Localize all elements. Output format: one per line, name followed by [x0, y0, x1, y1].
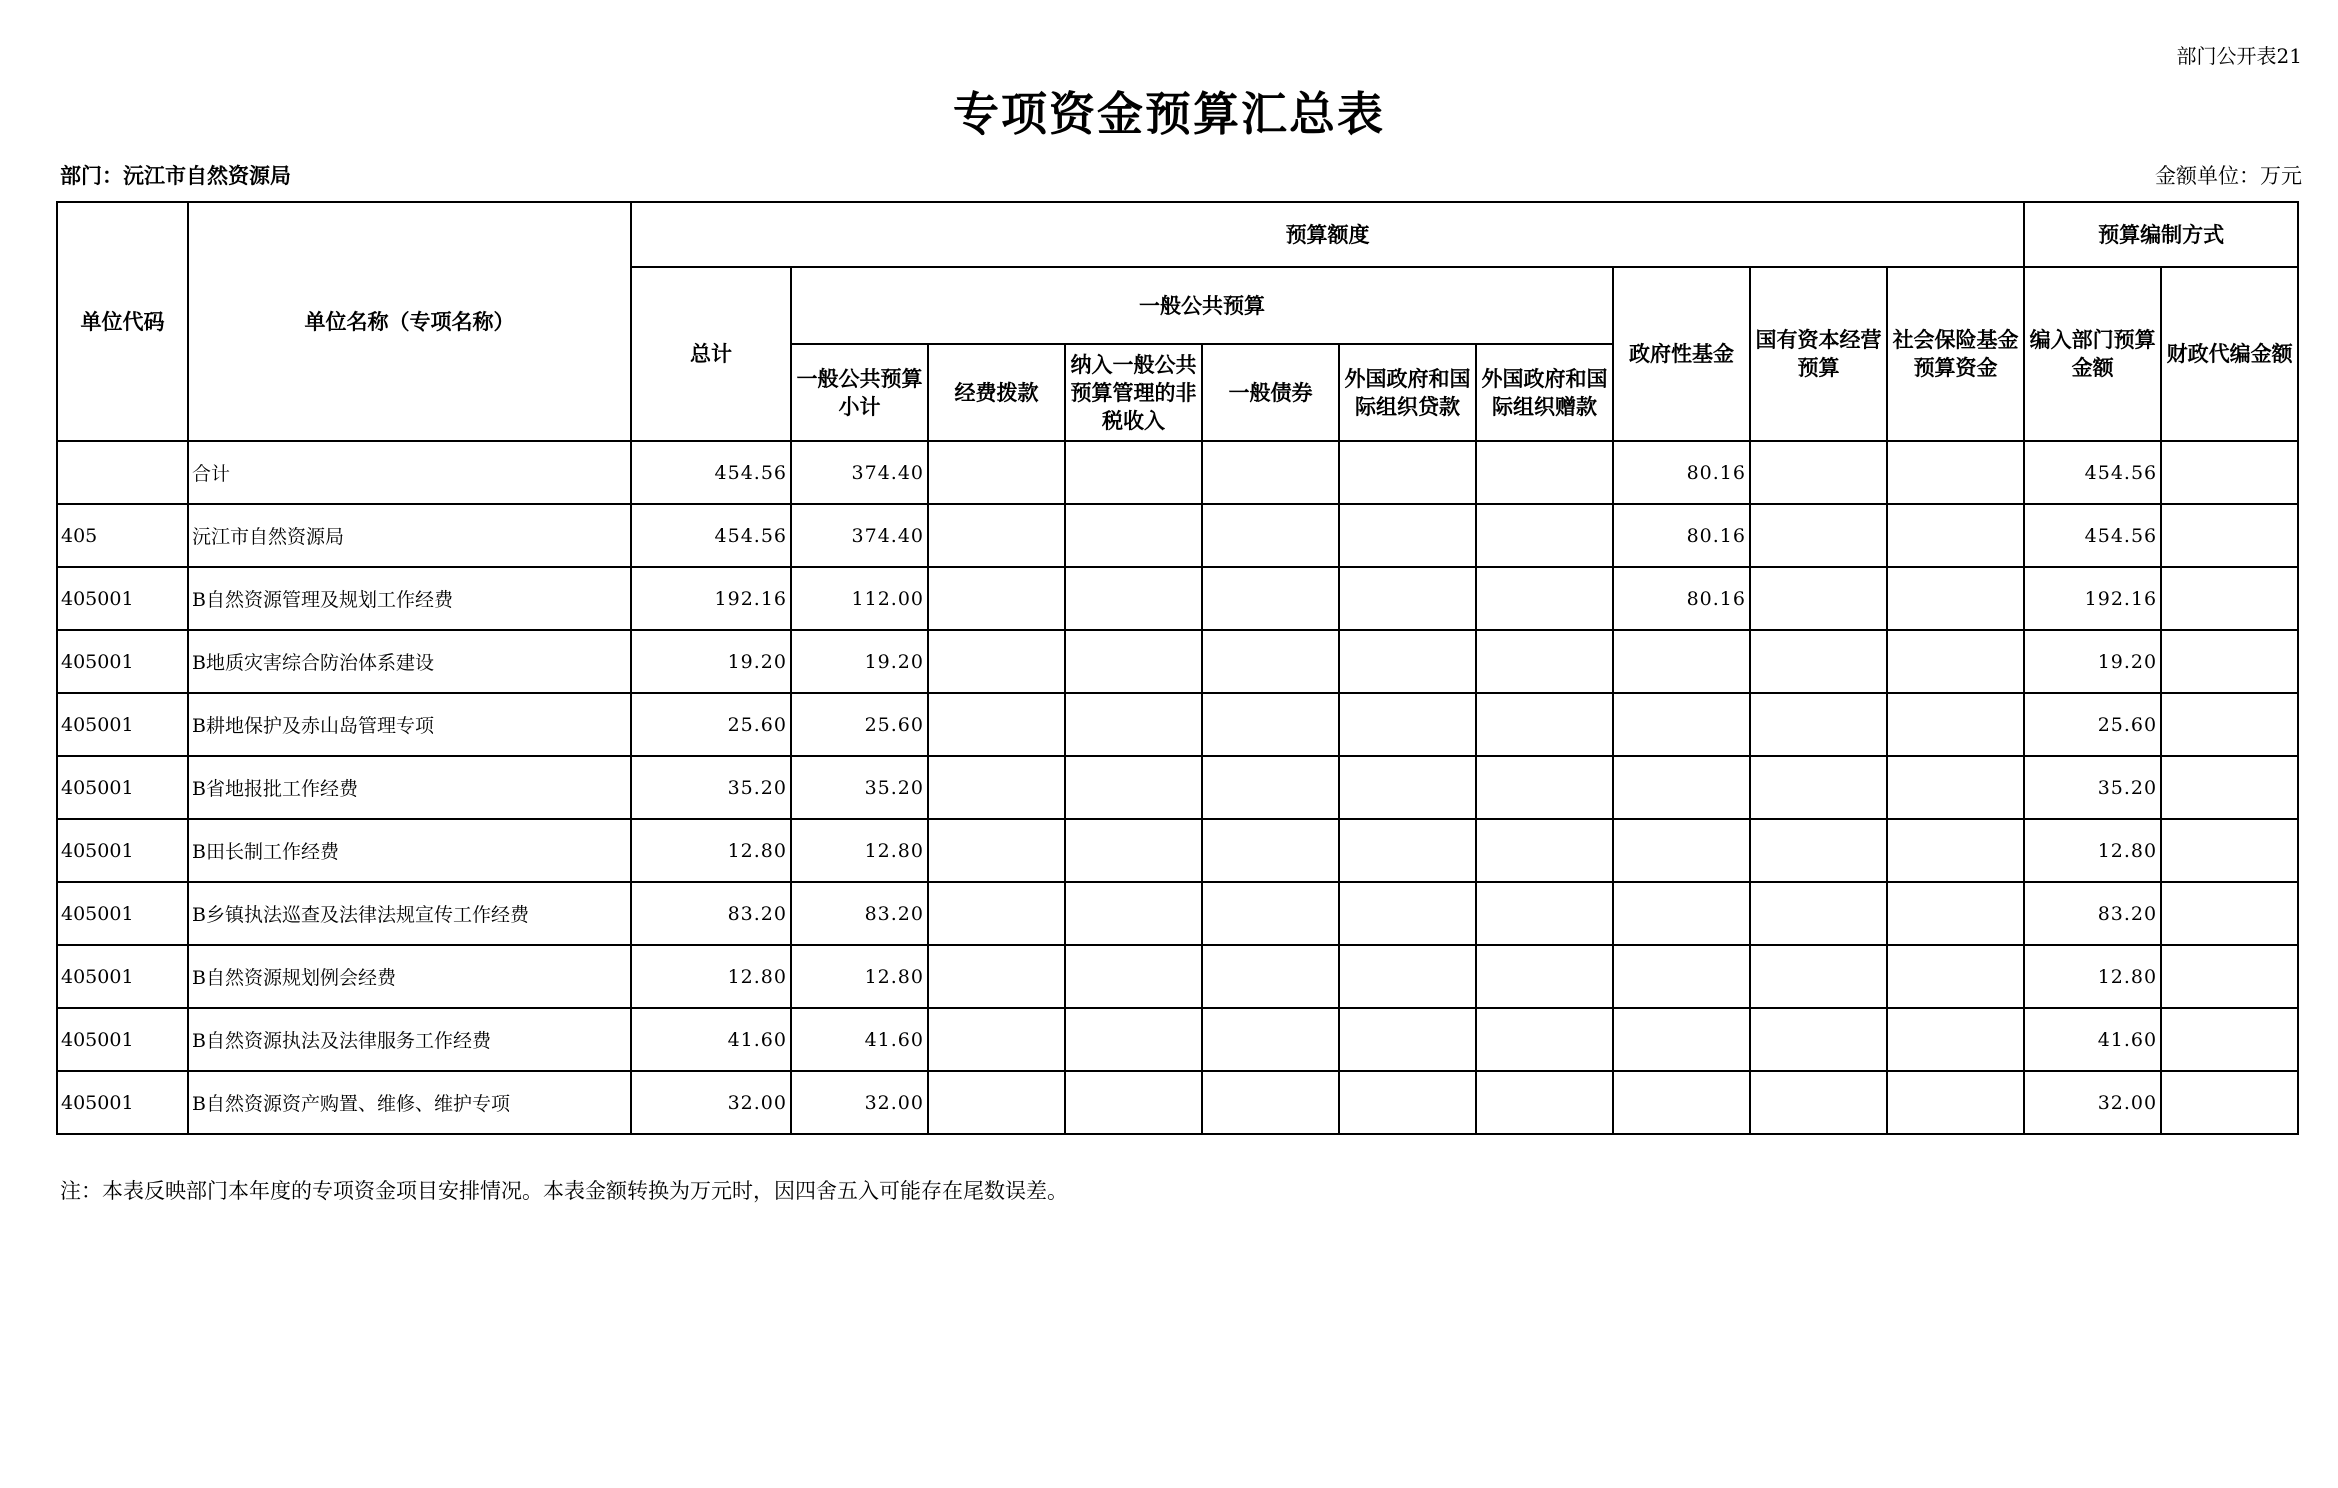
header-foreign-grants: 外国政府和国际组织赠款 [1476, 344, 1613, 441]
header-funding-allocation: 经费拨款 [928, 344, 1065, 441]
form-number: 部门公开表21 [2176, 44, 2302, 68]
row-state-capital [1750, 693, 1887, 756]
row-gp-subtotal: 374.40 [791, 441, 928, 504]
row-unit-name: B地质灾害综合防治体系建设 [188, 630, 631, 693]
row-funding [928, 1008, 1065, 1071]
table-row [57, 756, 2298, 819]
header-gp-subtotal: 一般公共预算小计 [791, 344, 928, 441]
page-title: 专项资金预算汇总表 [953, 87, 1385, 141]
row-loans [1339, 630, 1476, 693]
row-unit-name: 合计 [188, 441, 631, 504]
row-non-tax [1065, 441, 1202, 504]
row-grants [1476, 1008, 1613, 1071]
row-loans [1339, 1008, 1476, 1071]
table-row [57, 819, 2298, 882]
row-gov-fund [1613, 756, 1750, 819]
row-fiscal-agency [2161, 756, 2298, 819]
row-loans [1339, 945, 1476, 1008]
row-bonds [1202, 441, 1339, 504]
row-fiscal-agency [2161, 441, 2298, 504]
row-unit-code [57, 441, 188, 504]
row-funding [928, 1071, 1065, 1134]
row-unit-name: B田长制工作经费 [188, 819, 631, 882]
row-fiscal-agency [2161, 567, 2298, 630]
row-state-capital [1750, 819, 1887, 882]
row-total: 25.60 [631, 693, 791, 756]
row-non-tax [1065, 567, 1202, 630]
row-unit-name: B自然资源规划例会经费 [188, 945, 631, 1008]
row-funding [928, 756, 1065, 819]
row-loans [1339, 693, 1476, 756]
row-bonds [1202, 945, 1339, 1008]
row-unit-name: B自然资源管理及规划工作经费 [188, 567, 631, 630]
row-non-tax [1065, 945, 1202, 1008]
row-gp-subtotal: 19.20 [791, 630, 928, 693]
row-dept-budget: 83.20 [2024, 882, 2161, 945]
row-grants [1476, 630, 1613, 693]
row-social [1887, 819, 2024, 882]
row-non-tax [1065, 630, 1202, 693]
row-gp-subtotal: 374.40 [791, 504, 928, 567]
row-funding [928, 819, 1065, 882]
row-funding [928, 693, 1065, 756]
header-dept-budget: 编入部门预算金额 [2024, 267, 2161, 441]
table-row [57, 504, 2298, 567]
footnote: 注：本表反映部门本年度的专项资金项目安排情况。本表金额转换为万元时，因四舍五入可能存在尾数误差。 [60, 1179, 1068, 1203]
row-funding [928, 567, 1065, 630]
row-total: 192.16 [631, 567, 791, 630]
row-total: 41.60 [631, 1008, 791, 1071]
row-state-capital [1750, 441, 1887, 504]
row-unit-name: B省地报批工作经费 [188, 756, 631, 819]
row-social [1887, 1071, 2024, 1134]
row-dept-budget: 32.00 [2024, 1071, 2161, 1134]
row-non-tax [1065, 882, 1202, 945]
row-non-tax [1065, 819, 1202, 882]
row-non-tax [1065, 1071, 1202, 1134]
row-total: 35.20 [631, 756, 791, 819]
header-gov-fund: 政府性基金 [1613, 267, 1750, 441]
department-label: 部门：沅江市自然资源局 [60, 164, 291, 188]
row-total: 12.80 [631, 819, 791, 882]
row-gp-subtotal: 35.20 [791, 756, 928, 819]
table-row [57, 1071, 2298, 1134]
special-fund-budget-table [56, 201, 2299, 1135]
header-social-insurance: 社会保险基金预算资金 [1887, 267, 2024, 441]
row-funding [928, 630, 1065, 693]
row-social [1887, 693, 2024, 756]
header-fiscal-agency: 财政代编金额 [2161, 267, 2298, 441]
row-unit-code: 405001 [57, 1071, 188, 1134]
row-gp-subtotal: 12.80 [791, 819, 928, 882]
row-grants [1476, 441, 1613, 504]
header-unit-code: 单位代码 [57, 202, 188, 441]
row-unit-code: 405001 [57, 882, 188, 945]
row-total: 12.80 [631, 945, 791, 1008]
header-general-bonds: 一般债券 [1202, 344, 1339, 441]
row-dept-budget: 19.20 [2024, 630, 2161, 693]
row-loans [1339, 567, 1476, 630]
row-fiscal-agency [2161, 945, 2298, 1008]
row-state-capital [1750, 630, 1887, 693]
row-gov-fund: 80.16 [1613, 441, 1750, 504]
row-bonds [1202, 1008, 1339, 1071]
row-gp-subtotal: 41.60 [791, 1008, 928, 1071]
row-gov-fund [1613, 1008, 1750, 1071]
row-dept-budget: 192.16 [2024, 567, 2161, 630]
row-dept-budget: 454.56 [2024, 504, 2161, 567]
row-social [1887, 441, 2024, 504]
row-funding [928, 945, 1065, 1008]
table-row [57, 945, 2298, 1008]
row-dept-budget: 35.20 [2024, 756, 2161, 819]
row-gov-fund [1613, 1071, 1750, 1134]
row-funding [928, 882, 1065, 945]
row-bonds [1202, 567, 1339, 630]
row-total: 454.56 [631, 441, 791, 504]
row-gov-fund [1613, 945, 1750, 1008]
row-state-capital [1750, 1071, 1887, 1134]
row-gp-subtotal: 83.20 [791, 882, 928, 945]
row-unit-code: 405001 [57, 693, 188, 756]
row-bonds [1202, 504, 1339, 567]
row-loans [1339, 441, 1476, 504]
row-gov-fund [1613, 819, 1750, 882]
row-social [1887, 504, 2024, 567]
row-fiscal-agency [2161, 693, 2298, 756]
table-row [57, 630, 2298, 693]
header-budget-method: 预算编制方式 [2024, 202, 2298, 267]
table-row [57, 1008, 2298, 1071]
row-total: 32.00 [631, 1071, 791, 1134]
row-loans [1339, 504, 1476, 567]
row-social [1887, 567, 2024, 630]
row-unit-name: 沅江市自然资源局 [188, 504, 631, 567]
row-unit-name: B耕地保护及赤山岛管理专项 [188, 693, 631, 756]
row-non-tax [1065, 693, 1202, 756]
row-social [1887, 756, 2024, 819]
row-unit-code: 405001 [57, 567, 188, 630]
table-row [57, 441, 2298, 504]
row-social [1887, 882, 2024, 945]
row-unit-name: B自然资源资产购置、维修、维护专项 [188, 1071, 631, 1134]
table-row [57, 882, 2298, 945]
row-social [1887, 630, 2024, 693]
row-dept-budget: 12.80 [2024, 819, 2161, 882]
row-grants [1476, 504, 1613, 567]
row-bonds [1202, 1071, 1339, 1134]
row-grants [1476, 945, 1613, 1008]
row-gov-fund [1613, 882, 1750, 945]
row-fiscal-agency [2161, 630, 2298, 693]
row-bonds [1202, 693, 1339, 756]
row-funding [928, 441, 1065, 504]
amount-unit-label: 金额单位：万元 [2155, 164, 2302, 188]
row-fiscal-agency [2161, 504, 2298, 567]
table-row [57, 693, 2298, 756]
row-gp-subtotal: 12.80 [791, 945, 928, 1008]
header-non-tax-income: 纳入一般公共预算管理的非税收入 [1065, 344, 1202, 441]
row-state-capital [1750, 567, 1887, 630]
header-foreign-loans: 外国政府和国际组织贷款 [1339, 344, 1476, 441]
row-unit-name: B乡镇执法巡查及法律法规宣传工作经费 [188, 882, 631, 945]
table-row [57, 567, 2298, 630]
row-gp-subtotal: 112.00 [791, 567, 928, 630]
row-bonds [1202, 819, 1339, 882]
row-unit-code: 405 [57, 504, 188, 567]
row-total: 19.20 [631, 630, 791, 693]
header-total: 总计 [631, 267, 791, 441]
row-non-tax [1065, 756, 1202, 819]
row-loans [1339, 756, 1476, 819]
row-fiscal-agency [2161, 1008, 2298, 1071]
row-dept-budget: 454.56 [2024, 441, 2161, 504]
header-state-capital: 国有资本经营预算 [1750, 267, 1887, 441]
row-state-capital [1750, 882, 1887, 945]
row-gp-subtotal: 32.00 [791, 1071, 928, 1134]
row-fiscal-agency [2161, 1071, 2298, 1134]
row-loans [1339, 819, 1476, 882]
row-funding [928, 504, 1065, 567]
row-grants [1476, 882, 1613, 945]
row-unit-name: B自然资源执法及法律服务工作经费 [188, 1008, 631, 1071]
row-social [1887, 945, 2024, 1008]
row-non-tax [1065, 1008, 1202, 1071]
row-total: 454.56 [631, 504, 791, 567]
row-grants [1476, 693, 1613, 756]
row-grants [1476, 756, 1613, 819]
row-gov-fund: 80.16 [1613, 504, 1750, 567]
row-non-tax [1065, 504, 1202, 567]
row-gov-fund [1613, 693, 1750, 756]
row-dept-budget: 41.60 [2024, 1008, 2161, 1071]
row-gp-subtotal: 25.60 [791, 693, 928, 756]
row-bonds [1202, 630, 1339, 693]
row-gov-fund: 80.16 [1613, 567, 1750, 630]
header-general-public-budget: 一般公共预算 [791, 267, 1613, 344]
row-fiscal-agency [2161, 819, 2298, 882]
row-state-capital [1750, 504, 1887, 567]
row-unit-code: 405001 [57, 756, 188, 819]
row-grants [1476, 1071, 1613, 1134]
row-total: 83.20 [631, 882, 791, 945]
row-state-capital [1750, 756, 1887, 819]
row-loans [1339, 1071, 1476, 1134]
row-state-capital [1750, 1008, 1887, 1071]
header-budget-amount: 预算额度 [631, 202, 2024, 267]
row-dept-budget: 25.60 [2024, 693, 2161, 756]
row-unit-code: 405001 [57, 819, 188, 882]
row-unit-code: 405001 [57, 630, 188, 693]
row-state-capital [1750, 945, 1887, 1008]
row-fiscal-agency [2161, 882, 2298, 945]
row-bonds [1202, 882, 1339, 945]
row-loans [1339, 882, 1476, 945]
row-unit-code: 405001 [57, 1008, 188, 1071]
row-bonds [1202, 756, 1339, 819]
row-grants [1476, 819, 1613, 882]
row-gov-fund [1613, 630, 1750, 693]
row-social [1887, 1008, 2024, 1071]
row-dept-budget: 12.80 [2024, 945, 2161, 1008]
header-unit-name: 单位名称（专项名称） [188, 202, 631, 441]
row-unit-code: 405001 [57, 945, 188, 1008]
row-grants [1476, 567, 1613, 630]
